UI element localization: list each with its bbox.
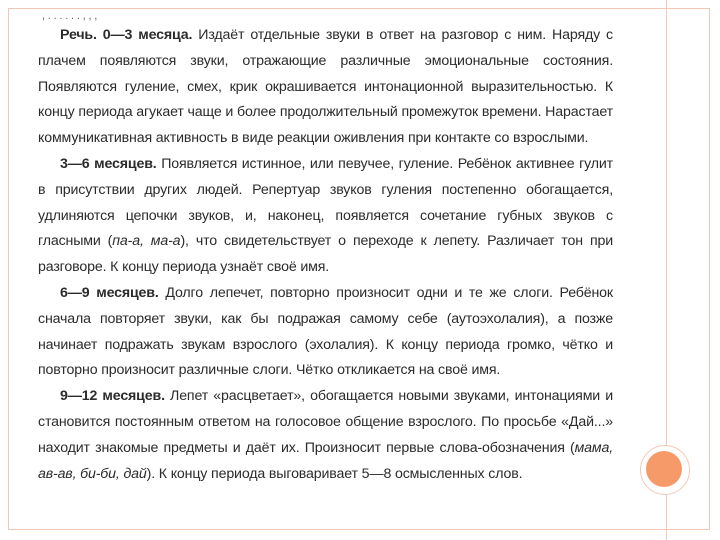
decorative-circle-icon [646,451,682,487]
paragraph-text: Появляется истинное, или певучее, гуление. Ребёнок активнее гулит в присутствии других людей. Репертуар звуков гуления постепенно обогащается, удлиняются цепочки звуков, и, наконец, появляется сочетание губных звуков с гласными ( [38,155,613,250]
paragraph-heading: Речь. 0—3 месяца. [60,27,193,43]
paragraph-0-3-months [38,23,613,152]
scanned-text-block [38,12,613,504]
cropped-top-line: , . . . . . . , , , [42,10,98,22]
paragraph-text: Долго лепечет, повторно произносит одни и те же слоги. Ребёнок сначала повторяет звуки, как бы подражая самому себе (аутоэхолалия), а позже начинает подражать звукам взрослого (эхолалия). К концу периода громко, чётко и повторно произносит различные слоги. Чётко откликается на своё имя. [38,284,613,379]
paragraph-heading: 6—9 месяцев. [60,284,159,301]
paragraph-9-12-months [38,384,613,487]
paragraph-3-6-months [38,152,613,281]
example-words: мама, ав-ав, би-би, дай [38,439,613,482]
paragraph-text: ), что свидетельствует о переходе к лепету. Различает тон при разговоре. К концу периода узнаёт своё имя. [38,233,613,276]
paragraph-text: ). К концу периода выговаривает 5—8 осмысленных слов. [146,465,523,482]
paragraph-heading: 3—6 месяцев. [60,155,157,172]
paragraph-6-9-months [38,281,613,384]
paragraph-heading: 9—12 месяцев. [60,388,165,405]
example-syllables: па-а, ма-а [112,233,181,250]
paragraph-text: Лепет «расцветает», обогащается новыми звуками, интонациями и становится постоянным ответом на голосовое общение взрослого. По просьбе «Дай...» находит знакомые предметы и даёт их. Произносит первые слова-обозначения ( [38,388,614,456]
paragraph-text: Издаёт отдельные звуки в ответ на разговор с ним. Наряду с плачем появляются звуки, отражающие различные эмоциональные состояния. Появляются гуление, смех, крик окрашивается интонационной выразительностью. К концу периода агукает чаще и более продолжительный промежуток времени. Нарастает коммуникативная активность в виде реакции оживления при контакте со взрослыми. [38,27,613,147]
